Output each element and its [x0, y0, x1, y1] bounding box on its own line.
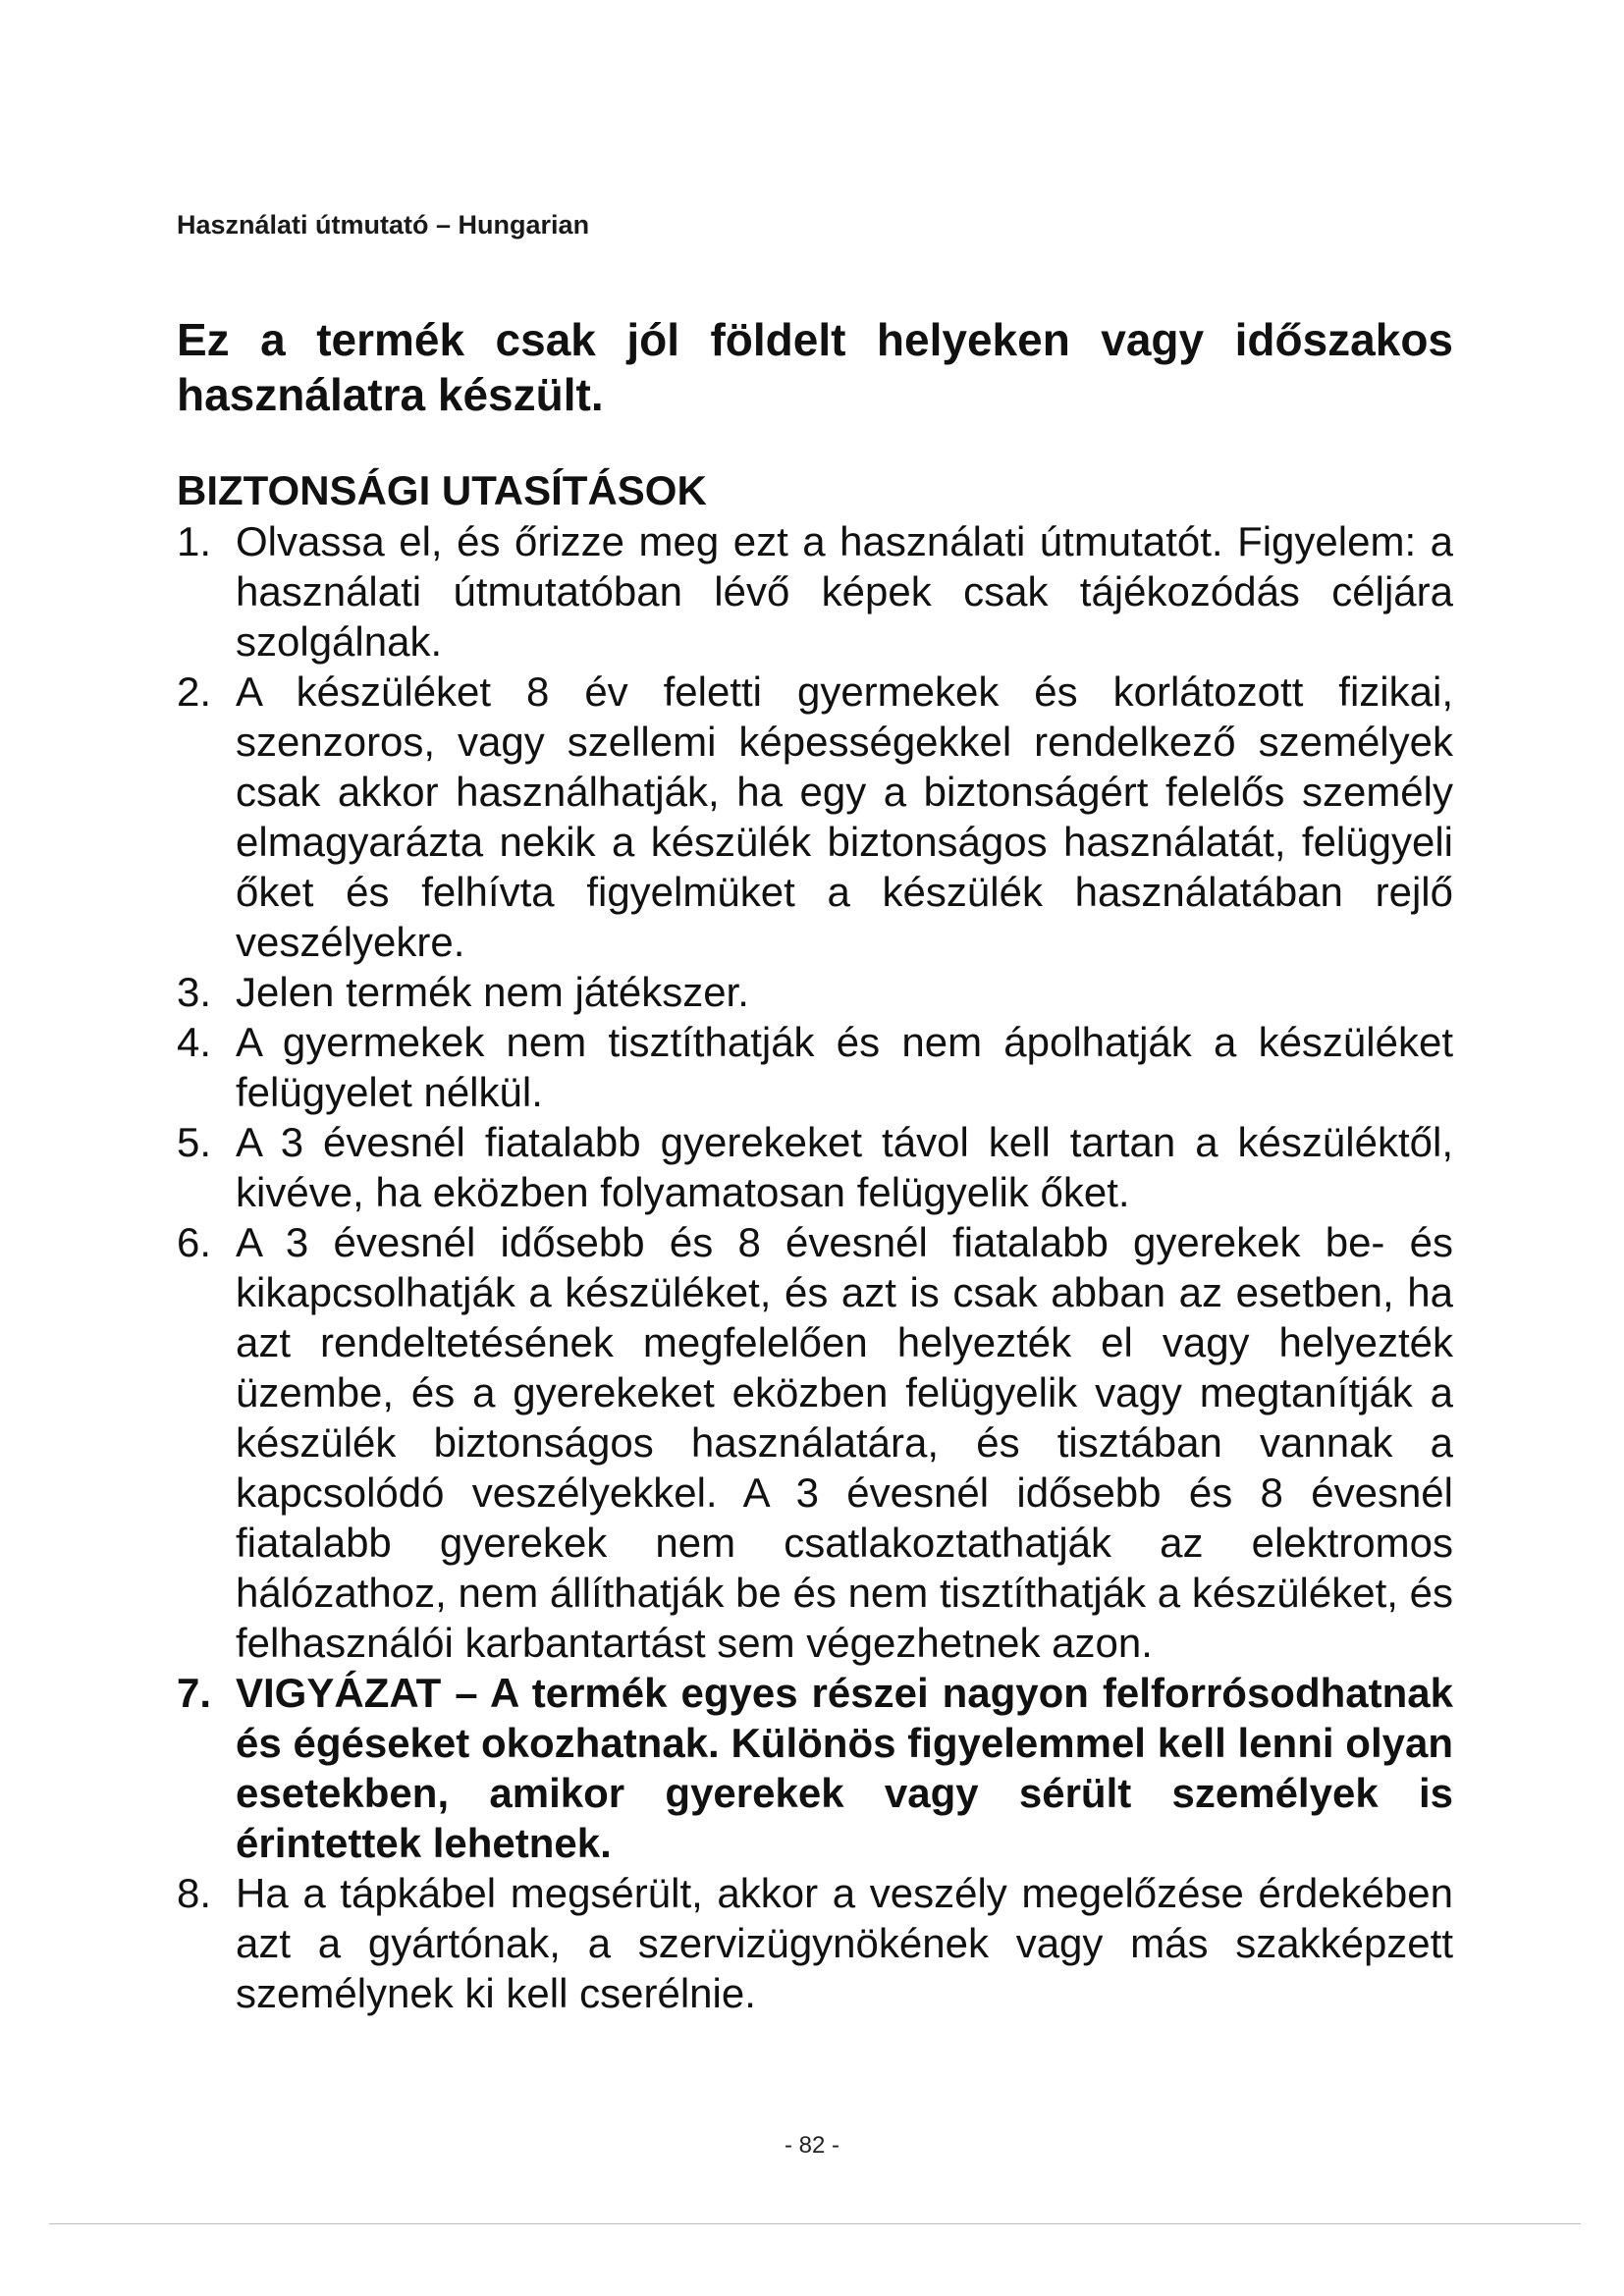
list-item-text: Ha a tápkábel megsérült, akkor a veszély megelőzése érdekében azt a gyártónak, a szervizügynökének vagy más szakképzett személynek ki kell cserélnie.: [236, 1870, 1453, 2016]
list-item: [177, 667, 1453, 967]
list-item-number: 6.: [177, 1219, 212, 1265]
list-item-text: Jelen termék nem játékszer.: [236, 969, 749, 1015]
page-header: Használati útmutató – Hungarian: [177, 210, 590, 240]
list-item: [177, 516, 1453, 667]
list-item-text: VIGYÁZAT – A termék egyes részei nagyon felforrósodhatnak és égéseket okozhatnak. Különös figyelemmel kell lenni olyan esetekben, amikor gyerekek vagy sérült személyek is érintettek lehetnek.: [236, 1670, 1453, 1866]
list-item-number: 3.: [177, 969, 212, 1015]
footer-divider: [49, 2223, 1581, 2224]
list-item: [177, 1217, 1453, 1668]
list-item-text: Olvassa el, és őrizze meg ezt a használati útmutatót. Figyelem: a használati útmutatóban lévő képek csak tájékozódás céljára szolgálnak.: [236, 518, 1453, 665]
safety-instructions-list: [177, 516, 1453, 2018]
list-item-text: A 3 évesnél idősebb és 8 évesnél fiatalabb gyerekek be- és kikapcsolhatják a készüléket, és azt is csak abban az esetben, ha azt rendeltetésének megfelelően helyezték el vagy helyezték üzembe, és a gyerekeket eközben felügyelik vagy megtanítják a készülék biztonságos használatára, és tisztában vannak a kapcsolódó veszélyekkel. A 3 évesnél idősebb és 8 évesnél fiatalabb gyerekek nem csatlakoztathatják az elektromos hálózathoz, nem állíthatják be és nem tisztíthatják a készüléket, és felhasználói karbantartást sem végezhetnek azon.: [236, 1219, 1453, 1666]
list-item-text: A gyermekek nem tisztíthatják és nem ápolhatják a készüléket felügyelet nélkül.: [236, 1019, 1453, 1115]
page-number: - 82 -: [784, 2132, 839, 2159]
section-title: BIZTONSÁGI UTASÍTÁSOK: [177, 467, 707, 513]
list-item: [177, 1017, 1453, 1117]
list-item-number: 1.: [177, 518, 212, 564]
list-item-warning: [177, 1668, 1453, 1868]
list-item: [177, 967, 1453, 1017]
list-item-text: A készüléket 8 év feletti gyermekek és korlátozott fizikai, szenzoros, vagy szellemi képességekkel rendelkező személyek csak akkor használhatják, ha egy a biztonságért felelős személy elmagyarázta nekik a készülék biztonságos használatát, felügyeli őket és felhívta figyelmüket a készülék használatában rejlő veszélyekre.: [236, 668, 1453, 965]
list-item-number: 8.: [177, 1870, 212, 1916]
list-item: [177, 1868, 1453, 2018]
grounding-notice: Ez a termék csak jól földelt helyeken vagy időszakos használatra készült.: [177, 314, 1453, 420]
list-item-text: A 3 évesnél fiatalabb gyerekeket távol kell tartan a készüléktől, kivéve, ha eközben folyamatosan felügyelik őket.: [236, 1119, 1453, 1215]
list-item: [177, 1117, 1453, 1217]
list-item-number: 2.: [177, 668, 212, 715]
list-item-number: 4.: [177, 1019, 212, 1065]
list-item-number: 7.: [177, 1670, 212, 1716]
list-item-number: 5.: [177, 1119, 212, 1165]
